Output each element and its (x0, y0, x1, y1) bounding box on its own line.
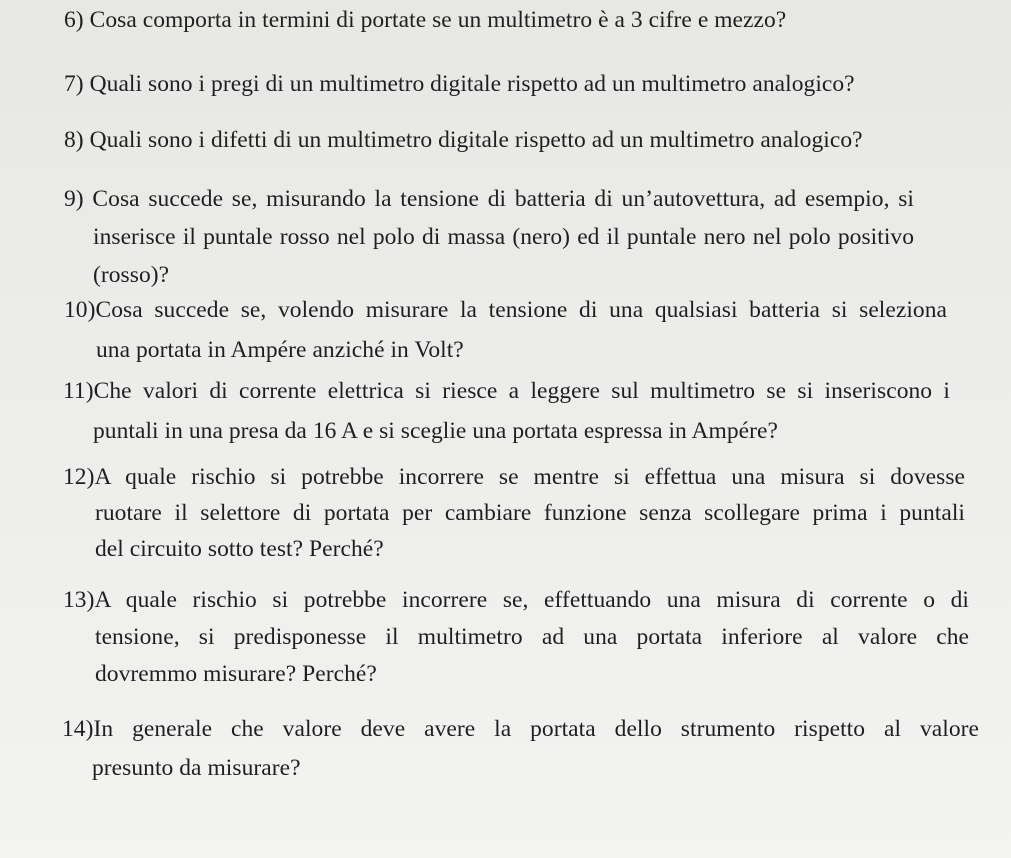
question-text-line: ruotare il selettore di portata per cambiare funzione senza scollegare prima i puntali (95, 500, 965, 526)
question-12 (63, 460, 965, 567)
question-text-line: Cosa comporta in termini di portate se un multimetro è a 3 cifre e mezzo? (89, 7, 787, 33)
question-number: 9) (64, 186, 84, 212)
question-text-line: 9) Cosa succede se, misurando la tensione di batteria di un’autovettura, ad esempio, si (64, 182, 914, 217)
question-text-line: 12)A quale rischio si potrebbe incorrere se mentre si effettua una misura si dovesse (63, 460, 965, 495)
question-9 (64, 182, 914, 293)
question-text-line: 14)In generale che valore deve avere la portata dello strumento rispetto al valore (62, 712, 979, 747)
question-number: 7) (64, 71, 84, 97)
question-13 (63, 583, 969, 692)
question-text-line: Quali sono i difetti di un multimetro digitale rispetto ad un multimetro analogico? (89, 127, 863, 153)
question-number: 11) (63, 378, 94, 404)
question-text-line: una portata in Ampére anziché in Volt? (96, 337, 464, 363)
question-number: 14) (62, 716, 94, 742)
question-14 (62, 712, 979, 786)
question-number: 13) (63, 587, 95, 613)
question-6 (64, 3, 824, 38)
question-11 (63, 374, 950, 449)
question-number: 6) (64, 7, 84, 33)
question-10 (64, 293, 947, 368)
question-text-line: inserisce il puntale rosso nel polo di massa (nero) ed il puntale nero nel polo positivo (93, 224, 914, 250)
question-8 (64, 123, 904, 158)
question-text-line: tensione, si predisponesse il multimetro ad una portata inferiore al valore che (95, 624, 969, 650)
question-number: 10) (64, 297, 96, 323)
question-number: 12) (63, 464, 95, 490)
question-text-line: del circuito sotto test? Perché? (95, 536, 384, 562)
question-7 (64, 67, 884, 102)
question-text-line: puntali in una presa da 16 A e si sceglie una portata espressa in Ampére? (93, 418, 778, 444)
question-text-line: Quali sono i pregi di un multimetro digitale rispetto ad un multimetro analogico? (89, 71, 855, 97)
question-text-line: (rosso)? (93, 262, 170, 288)
question-text-line: 13)A quale rischio si potrebbe incorrere se, effettuando una misura di corrente o di (63, 583, 969, 618)
question-text-line: presunto da misurare? (92, 755, 301, 781)
question-text-line: 10)Cosa succede se, volendo misurare la tensione di una qualsiasi batteria si seleziona (64, 293, 947, 328)
question-number: 8) (64, 127, 84, 153)
question-text-line: 11)Che valori di corrente elettrica si riesce a leggere sul multimetro se si inseriscono i (63, 374, 950, 409)
question-text-line: dovremmo misurare? Perché? (95, 661, 377, 687)
